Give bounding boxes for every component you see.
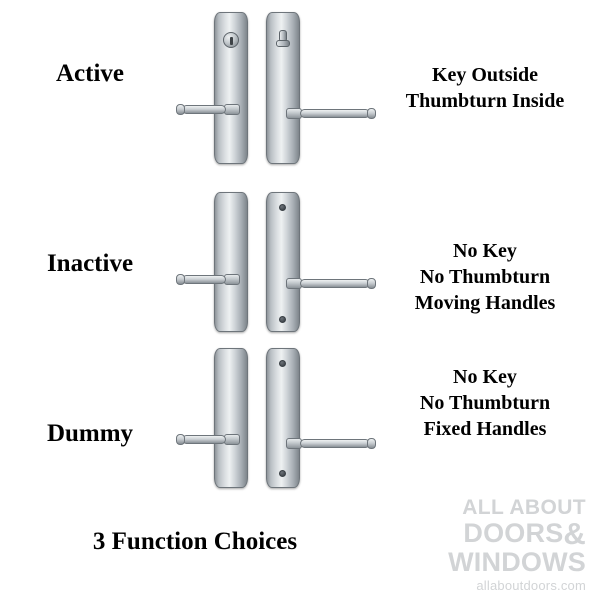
- thumbturn-icon: [276, 30, 290, 48]
- logo-ampersand: &: [563, 516, 586, 551]
- key-cylinder-icon: [223, 32, 239, 48]
- escutcheon-plate-outside: [214, 348, 248, 488]
- logo-website-url: allaboutdoors.com: [476, 578, 586, 593]
- row-description-dummy: [370, 364, 600, 442]
- lever-neck: [224, 274, 240, 285]
- lever-handle-inside: [286, 108, 376, 119]
- lever-tip: [176, 274, 185, 285]
- lever-bar: [300, 109, 370, 118]
- row-label-dummy: Dummy: [46, 420, 134, 447]
- hardware-illustration-dummy: [190, 340, 350, 510]
- screw-icon: [279, 470, 286, 477]
- function-row-dummy: [0, 340, 600, 510]
- lever-handle-inside: [286, 438, 376, 449]
- row-description-active: [370, 62, 600, 114]
- lever-tip: [176, 104, 185, 115]
- lever-neck: [224, 104, 240, 115]
- lever-bar: [300, 279, 370, 288]
- lever-handle-outside: [176, 104, 240, 115]
- logo-line-all-about: ALL ABOUT: [462, 496, 586, 519]
- footer-caption: 3 Function Choices: [92, 528, 298, 555]
- screw-icon: [279, 360, 286, 367]
- description-line: Fixed Handles: [423, 418, 547, 440]
- lever-tip: [176, 434, 185, 445]
- lever-bar: [182, 275, 226, 284]
- lever-handle-inside: [286, 278, 376, 289]
- description-line: No Thumbturn: [419, 392, 551, 414]
- escutcheon-plate-inside: [266, 348, 300, 488]
- row-label-inactive: Inactive: [46, 250, 134, 277]
- escutcheon-plate-outside: [214, 192, 248, 332]
- logo-line-windows: WINDOWS: [448, 547, 586, 577]
- description-line: No Key: [453, 240, 517, 262]
- thumbturn-base: [276, 40, 290, 47]
- hardware-illustration-inactive: [190, 180, 350, 350]
- function-row-active: [0, 4, 600, 174]
- description-line: Moving Handles: [414, 292, 556, 314]
- description-line: Thumbturn Inside: [405, 90, 565, 112]
- lever-neck: [224, 434, 240, 445]
- description-line: No Key: [453, 366, 517, 388]
- function-row-inactive: [0, 180, 600, 350]
- screw-icon: [279, 204, 286, 211]
- lever-bar: [182, 105, 226, 114]
- logo-line-doors: [402, 518, 586, 549]
- lever-handle-outside: [176, 274, 240, 285]
- watermark-logo: [402, 497, 586, 592]
- logo-text-doors: DOORS: [463, 518, 564, 548]
- lever-bar: [182, 435, 226, 444]
- screw-icon: [279, 316, 286, 323]
- row-label-active: Active: [55, 60, 125, 87]
- description-line: No Thumbturn: [419, 266, 551, 288]
- lever-handle-outside: [176, 434, 240, 445]
- hardware-illustration-active: [190, 4, 350, 174]
- lever-bar: [300, 439, 370, 448]
- description-line: Key Outside: [431, 64, 539, 86]
- escutcheon-plate-inside: [266, 192, 300, 332]
- row-description-inactive: [370, 238, 600, 316]
